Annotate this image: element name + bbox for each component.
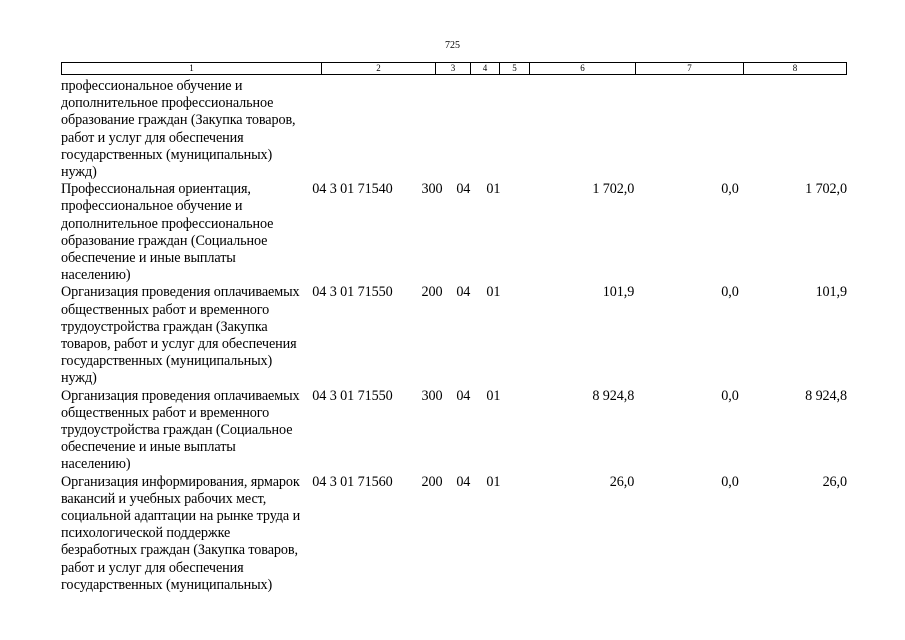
table-row [61,474,847,594]
cell-code: 04 3 01 71550 [312,387,393,404]
cell-amount-2: 0,0 [721,284,739,301]
cell-code: 04 3 01 71540 [312,181,393,198]
header-col-4: 4 [471,63,500,74]
cell-pr: 01 [486,284,501,301]
page-number: 725 [445,40,460,51]
cell-code: 04 3 01 71550 [312,284,393,301]
header-col-6: 6 [530,63,636,74]
cell-rz: 04 [456,473,471,490]
header-col-1: 1 [62,63,322,74]
cell-pr: 01 [486,473,501,490]
cell-rz: 04 [456,284,471,301]
cell-amount-3: 8 924,8 [805,387,847,404]
table-row [61,284,847,387]
cell-amount-3: 101,9 [815,284,847,301]
cell-amount-2: 0,0 [721,181,739,198]
cell-amount-1: 1 702,0 [592,181,635,198]
table-row [61,181,847,284]
cell-description: Организация информирования, ярмарок вакансий и учебных рабочих мест, социальной адаптации на рынке труда и психологической поддержке безработных граждан (Закупка товаров, работ и услуг для обеспечения государственных (муниципальных) [61,473,301,593]
cell-amount-3: 1 702,0 [805,181,847,198]
cell-amount-2: 0,0 [721,387,739,404]
cell-description: Профессиональная ориентация, профессиональное обучение и дополнительное профессиональное образование граждан (Социальное обеспечение и иные выплаты населению) [61,181,274,284]
cell-vr: 200 [421,284,443,301]
table-row [61,388,847,474]
header-col-8: 8 [792,63,798,73]
header-col-3: 3 [436,63,471,74]
cell-amount-1: 8 924,8 [592,387,635,404]
cell-code: 04 3 01 71560 [312,473,393,490]
table-body [61,78,847,594]
cell-rz: 04 [456,387,471,404]
cell-amount-3: 26,0 [822,473,847,490]
cell-vr: 300 [421,387,443,404]
table-header [61,62,847,75]
cell-amount-1: 26,0 [609,473,635,490]
cell-vr: 300 [421,181,443,198]
cell-amount-2: 0,0 [721,473,739,490]
header-col-5: 5 [500,63,530,74]
header-col-7: 7 [636,63,744,74]
cell-vr: 200 [421,473,443,490]
table-row [61,78,847,181]
cell-description: Организация проведения оплачиваемых общественных работ и временного трудоустройства граждан (Закупка товаров, работ и услуг для обеспечения государственных (муниципальных) нужд) [61,284,300,387]
cell-pr: 01 [486,181,501,198]
cell-description: профессиональное обучение и дополнительное профессиональное образование граждан (Закупка товаров, работ и услуг для обеспечения государственных (муниципальных) нужд) [61,78,296,181]
cell-pr: 01 [486,387,501,404]
header-col-2: 2 [322,63,436,74]
cell-amount-1: 101,9 [602,284,635,301]
cell-rz: 04 [456,181,471,198]
cell-description: Организация проведения оплачиваемых общественных работ и временного трудоустройства граждан (Социальное обеспечение и иные выплаты населению) [61,387,300,473]
